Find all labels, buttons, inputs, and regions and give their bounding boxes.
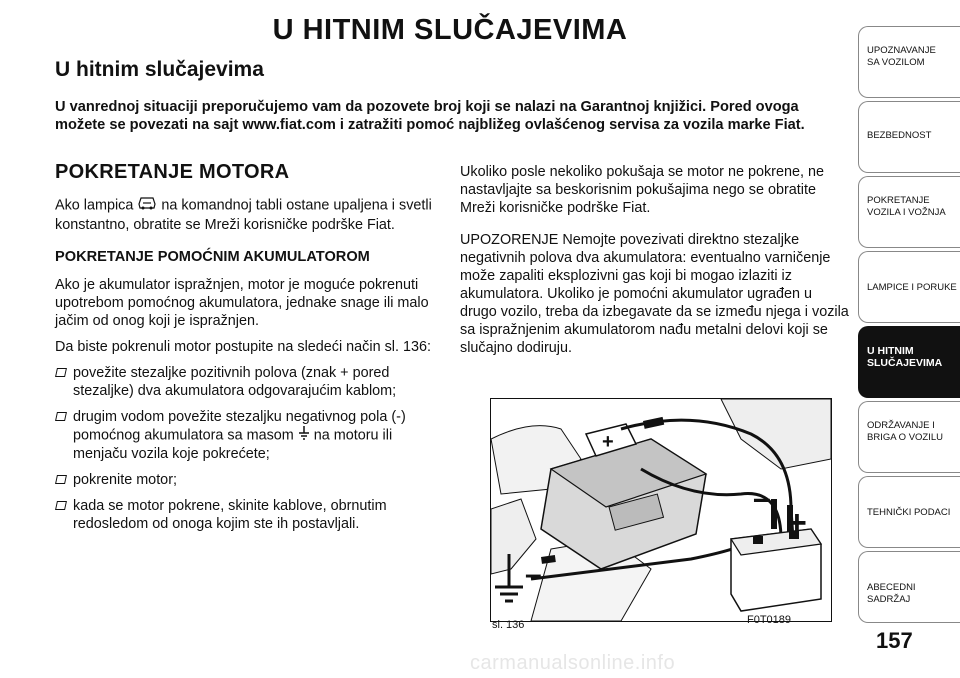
page-title: U HITNIM SLUČAJEVIMA: [272, 14, 628, 46]
figure-caption: sl. 136: [492, 619, 525, 631]
paragraph-no-start: Ukoliko posle nekoliko pokušaja se motor ne pokrene, ne nastavljajte sa beskorisnim pokušajima nego se obratite Mreži korisničke podrške Fiat.: [460, 164, 824, 216]
chapter-sidebar: [858, 0, 960, 678]
tab-label: POKRETANJE VOZILA I VOŽNJA: [867, 195, 946, 218]
battery-plus-mark: +: [602, 431, 614, 453]
watermark: carmanualsonline.info: [470, 652, 676, 674]
para1-text-b: na komandnoj tabli ostane upaljena i svetli konstantno, obratite se Mreži korisničke podrške Fiat.: [55, 197, 432, 233]
intro-paragraph: U vanrednoj situaciji preporučujemo vam da pozovete broj koji se nalazi na Garantnoj knjižici. Pored ovoga možete se povezati na sajt www.fiat.com i zatražiti pomoć najbližeg ovlašćenog servisa za vozila marke Fiat.: [55, 99, 805, 133]
paragraph-warning-lamp: [55, 195, 440, 234]
tab-label: U HITNIM SLUČAJEVIMA: [867, 345, 943, 369]
jump-start-illustration: [490, 398, 832, 622]
paragraph-warning: UPOZORENJE Nemojte povezivati direktno stezaljke negativnih polova dva akumulatora: eventualno varničenje može zapaliti eksplozivni gas koji bi mogao izlaziti iz akumulatora. Ukoliko je pomoćni akumulator ugrađen u drugo vozilo, treba da izbegavate da se između njega i vozila sa ispražnjenim akumulatorom nađu metalni delovi koji se slučajno dodiruju.: [460, 232, 849, 356]
tab-label: ODRŽAVANJE I BRIGA O VOZILU: [867, 420, 944, 443]
tab-abecedni[interactable]: [858, 551, 960, 623]
left-column: [55, 163, 440, 541]
heading-engine-start: POKRETANJE MOTORA: [55, 161, 290, 183]
figure-code: F0T0189: [747, 614, 792, 626]
heading-booster-start: POKRETANJE POMOĆNIM AKUMULATOROM: [55, 249, 370, 265]
tab-tehnicki[interactable]: [858, 476, 960, 548]
list-item: pokrenite motor;: [55, 471, 440, 489]
paragraph-discharged: Ako je akumulator ispražnjen, motor je moguće pokrenuti upotrebom pomoćnog akumulatora, jednake snage ili malo jačim od onog koji je ispražnjen.: [55, 277, 429, 329]
tab-label: ABECEDNI SADRŽAJ: [867, 582, 916, 605]
right-column: [460, 163, 852, 365]
plus-sign: +: [787, 504, 807, 542]
tab-pokretanje[interactable]: [858, 176, 960, 248]
page-number: 157: [876, 628, 913, 653]
ground-minus-sign: –: [525, 558, 542, 591]
tab-label: LAMPICE I PORUKE: [867, 282, 957, 293]
tab-label: UPOZNAVANJE SA VOZILOM: [867, 45, 936, 68]
tab-label: BEZBEDNOST: [867, 130, 932, 141]
tab-label: TEHNIČKI PODACI: [867, 507, 951, 518]
tab-u-hitnim[interactable]: [858, 326, 960, 398]
procedure-list: [55, 364, 440, 533]
tab-odrzavanje[interactable]: [858, 401, 960, 473]
tab-bezbednost[interactable]: [858, 101, 960, 173]
engine-bay-drawing: [491, 399, 831, 621]
engine-warning-icon: [137, 195, 157, 216]
section-subtitle: U hitnim slučajevima: [55, 58, 264, 81]
list-item: kada se motor pokrene, skinite kablove, obrnutim redosledom od onoga kojim ste ih postavljali.: [55, 497, 440, 533]
paragraph-procedure: Da biste pokrenuli motor postupite na sledeći način sl. 136:: [55, 339, 431, 355]
list-item: [55, 408, 440, 463]
minus-sign: –: [753, 480, 771, 516]
ground-icon: [298, 426, 310, 445]
tab-lampice[interactable]: [858, 251, 960, 323]
tab-upoznavanje[interactable]: [858, 26, 960, 98]
bullet2-tail: na motoru ili menjaču vozila koje pokrećete;: [73, 427, 393, 462]
bullet2-text: drugim vodom povežite stezaljku negativnog pola (-) pomoćnog akumulatora sa masom: [73, 409, 406, 444]
list-item: povežite stezaljke pozitivnih polova (znak + pored stezaljke) dva akumulatora odgovarajućim kablom;: [55, 364, 440, 400]
para1-text-a: Ako lampica: [55, 197, 134, 214]
